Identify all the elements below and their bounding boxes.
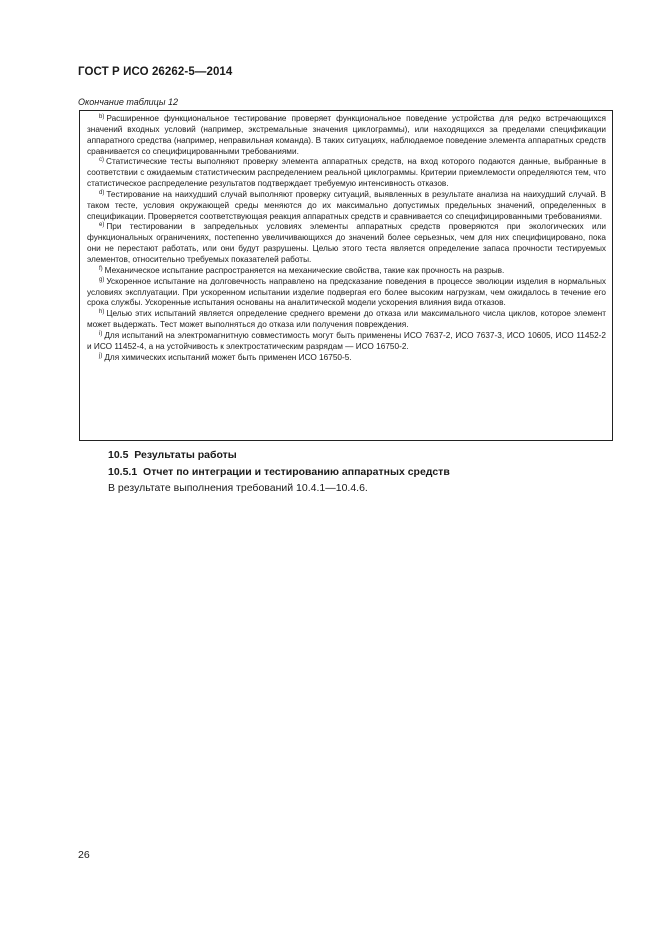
section-heading-10-5 [108,449,237,461]
footnote-mark: d) [99,189,105,196]
footnote-j [87,353,606,364]
footnote-c [87,157,606,190]
footnote-i [87,331,606,353]
footnote-f [87,266,606,277]
footnote-e [87,222,606,265]
page-number: 26 [78,849,90,861]
footnote-text: При тестировании в запредельных условиях элементы аппаратных средств проверяются при экологических или функциональных ограничениях, постепенно увеличивающихся до значений более серьезных, чем для них специфицировано, пока они не перестают работать, или они будут разрушены. Целью этого теста является определение запаса прочности тестируемых элементов, относительно требуемых показателей работы. [87,222,606,264]
footnote-d [87,190,606,223]
section-number: 10.5 [108,449,129,461]
footnote-text: Для химических испытаний может быть применен ИСО 16750-5. [104,352,352,362]
footnote-mark: j) [99,352,103,359]
footnote-mark: f) [99,265,103,272]
section-number: 10.5.1 [108,466,138,478]
section-title: Отчет по интеграции и тестированию аппаратных средств [143,466,450,478]
section-title: Результаты работы [134,449,237,461]
footnote-text: Ускоренное испытание на долговечность направлено на предсказание поведения в процессе эволюции изделия в нормальных условиях эксплуатации. При ускоренном испытании изделие подвергая его более высоким нагрузкам, чем ожидалось в течение его срока службы. Ускоренные испытания основаны на аналитической модели ускорения влияния вида отказов. [87,276,606,308]
body-paragraph: В результате выполнения требований 10.4.1—10.4.6. [108,482,368,494]
footnote-text: Механическое испытание распространяется на механические свойства, такие как прочность на разрыв. [104,265,505,275]
table-continuation-caption: Окончание таблицы 12 [78,97,178,107]
footnote-text: Целью этих испытаний является определение среднего времени до отказа или максимального числа циклов, которое элемент может выдержать. Тест может выполняться до отказа или получения повреждения. [87,309,606,330]
table-footnotes-box [79,110,613,441]
footnote-b [87,114,606,157]
footnote-text: Для испытаний на электромагнитную совместимость могут быть применены ИСО 7637-2, ИСО 7637-3, ИСО 10605, ИСО 11452-2 и ИСО 11452-4, а на устойчивость к электростатическим разрядам — ИСО 16750-2. [87,330,606,351]
footnote-mark: c) [99,157,104,164]
footnote-text: Расширенное функциональное тестирование проверяет функциональное поведение устройства для редко встречающихся значений входных условий (например, экстремальные значения циклограммы), или находящихся за пределами спецификации аппаратного средства (например, неправильная команда). В таких ситуациях, наблюдаемое поведение элемента аппаратных средств сравнивается со специфицированными требованиями. [87,114,606,156]
section-heading-10-5-1 [108,466,450,478]
footnote-g [87,277,606,310]
footnote-mark: e) [99,222,105,229]
footnote-mark: i) [99,330,103,337]
footnote-h [87,309,606,331]
footnote-mark: g) [99,276,105,283]
footnote-text: Тестирование на наихудший случай выполняют проверку ситуаций, выявленных в результате анализа на наихудший случай. В таком тесте, условия окружающей среды меняются до их максимально допустимых предельных значений, определенных в спецификации. Проверяется соответствующая реакция аппаратных средств и сравнивается со специфицированными требованиями. [87,189,606,221]
footnote-text: Статистические тесты выполняют проверку элемента аппаратных средств, на вход которого подаются данные, выбранные в соответствии с ожидаемым статистическим распределением реальной циклограммы. Критерии приемлемости определяются тем, что статистическое распределение результатов подтверждает требуемую интенсивность отказов. [87,157,606,189]
document-header: ГОСТ Р ИСО 26262-5—2014 [78,66,233,78]
footnote-mark: b) [99,114,105,120]
footnote-mark: h) [99,309,105,316]
